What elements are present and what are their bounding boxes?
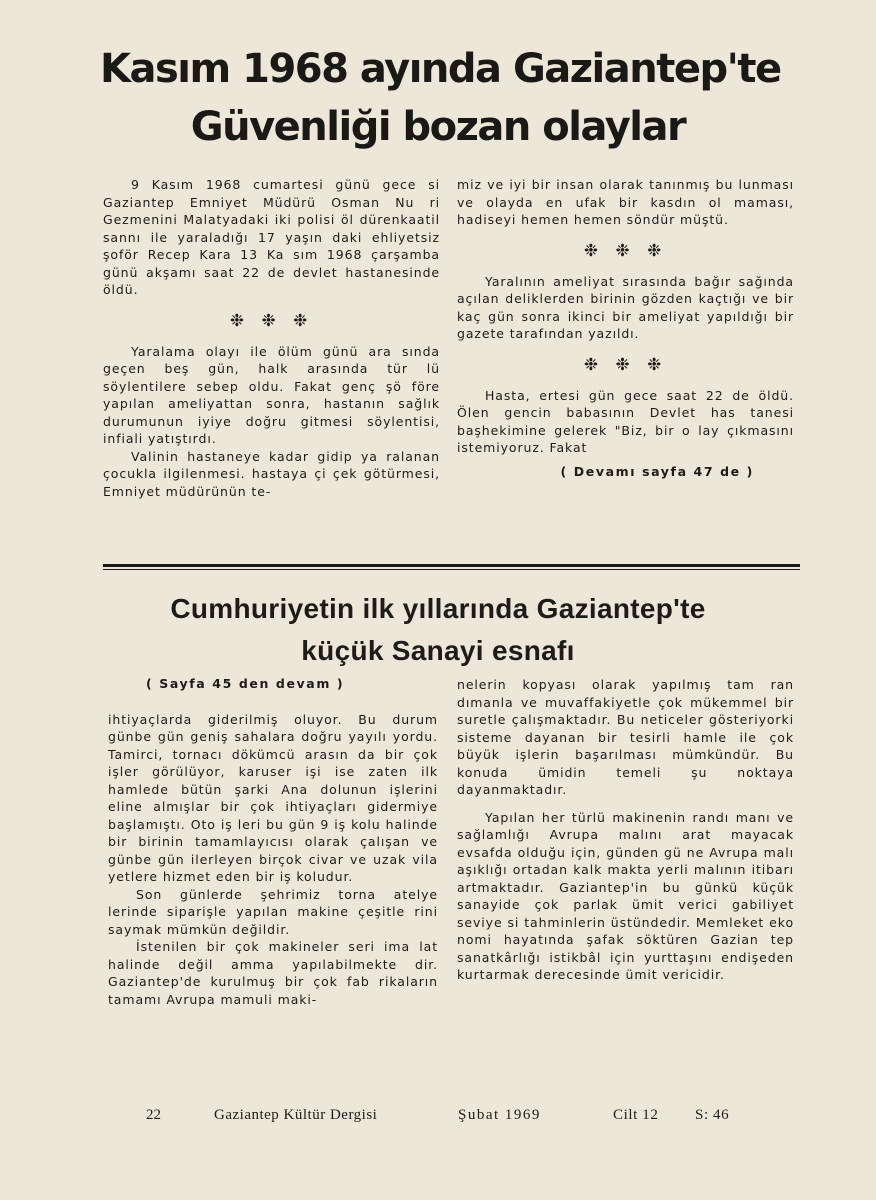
- article-2-title-line-1: Cumhuriyetin ilk yıllarında Gaziantep'te: [170, 593, 706, 624]
- article-1-paragraph: Valinin hastaneye kadar gidip ya ralanan çocukla ilgilenmesi. hastaya çi çek götürmesi, Emniyet müdürünün te-: [103, 448, 440, 499]
- article-1-paragraph: Yaralama olayı ile ölüm günü ara sında geçen beş gün, halk arasında tür lü söylentilere sebep oldu. Fakat genç şö före yapılan ameliyattan sonra, hastanın sağlık durumunun iyiye doğru gitmesi söylentisi, infiali yatıştırdı.: [103, 343, 440, 446]
- divider-thick-rule: [103, 564, 800, 567]
- article-2-paragraph: ihtiyaçlarda giderilmiş oluyor. Bu durum günbe gün geniş sahalara doğru yayılı yordu. Tamirci, tornacı dökümcü arasın da bir çok işler görülüyor, karuser işi ise zaten ilk hamlede bütün şarki Ana dolunun işlerini eline almışlar bir çok ihtiyaçları gidermiye başlamıştı. Oto iş leri bu gün 9 iş kolu halinde bir birinin tamamlayıcısı olarak çalışan ve günbe gün ilerleyen birçok civar ve uzak vila yetlere hizmet eden bir iş koludur.: [108, 711, 438, 884]
- article-1-left-column: [103, 176, 440, 500]
- asterism-ornament: ❉ ❉ ❉: [229, 310, 314, 331]
- article-1-title: [100, 40, 781, 156]
- article-2-title-line-2: küçük Sanayi esnafı: [301, 635, 575, 666]
- volume-number: Cilt 12: [613, 1107, 659, 1123]
- issue-number: S: 46: [695, 1107, 730, 1123]
- divider-thin-rule: [103, 569, 800, 570]
- page-footer: [0, 1107, 876, 1127]
- article-2-paragraph: İstenilen bir çok makineler seri ima lat halinde değil amma yapılabilmekte dir. Gaziantep'de kurulmuş bir çok fab rikaların tamamı Avrupa mamuli maki-: [108, 939, 438, 1007]
- continued-from-note: ( Sayfa 45 den devam ): [146, 676, 345, 691]
- article-2-paragraph: Son günlerde şehrimiz torna atelye lerinde siparişle yapılan makine çeşitle rini saymak mümkün değildir.: [108, 886, 438, 937]
- page-number: 22: [146, 1107, 161, 1123]
- magazine-name: Gaziantep Kültür Dergisi: [214, 1107, 378, 1123]
- article-2-right-column: [457, 676, 794, 984]
- article-2-paragraph: Yapılan her türlü makinenin randı manı ve sağlamlığı Avrupa malını arat mayacak evsafda olduğu için, günden gü ne Avrupa malı aşıklığı ortadan kalk makta yerli malının itibarı artmaktadır. Gaziantep'in bu günkü küçük sanayide çok parlak ümit verici gabiliyet seviye si tahminlerin üstündedir. Memleket eko nomi hayatında şafak söktüren Gazian tep sanatkârlığı istikbâl için yurttaşını endişeden kurtarmak derecesinde ümit vericidir.: [457, 809, 794, 982]
- article-1-paragraph: Yaralının ameliyat sırasında bağır sağında açılan deliklerden birinin gözden kaçtığı ve bir kaç gün sonra ikinci bir ameliyat yapıldığı bir gazete tarafından yazıldı.: [457, 273, 794, 341]
- article-1-paragraph: Hasta, ertesi gün gece saat 22 de öldü. Ölen gencin babasının Devlet has tanesi başhekimine gelerek "Biz, bir o lay çıkmasını istemiyoruz. Fakat: [457, 387, 794, 455]
- article-2-left-column: [108, 675, 438, 1008]
- asterism-ornament: ❉ ❉ ❉: [583, 240, 668, 261]
- asterism-ornament: ❉ ❉ ❉: [583, 354, 668, 375]
- article-1-paragraph: 9 Kasım 1968 cumartesi günü gece si Gaziantep Emniyet Müdürü Osman Nu ri Gezmenini Malatyadaki iki polisi öl dürenkaatil sannı ile yaraladığı 17 yaşın daki ehliyetsiz şoför Recep Kara 13 Ka sım 1968 çarşamba günü akşamı saat 22 de devlet hastanesinde öldü.: [103, 177, 440, 297]
- article-1-paragraph: miz ve iyi bir insan olarak tanınmış bu lunması ve olayda en ufak bir kasdın ol maması, hadiseyi hemen hemen söndür müştü.: [457, 177, 794, 227]
- article-1-right-column: [457, 176, 794, 480]
- issue-date: Şubat 1969: [458, 1107, 541, 1123]
- article-1-title-line-2: Güvenliği bozan olaylar: [190, 104, 686, 150]
- section-divider: [103, 564, 800, 570]
- article-2-title: [100, 588, 776, 672]
- continued-note: ( Devamı sayfa 47 de ): [560, 463, 754, 479]
- article-1-title-line-1: Kasım 1968 ayında Gaziantep'te: [100, 46, 781, 92]
- article-2-paragraph: nelerin kopyası olarak yapılmış tam ran dımanla ve muvaffakiyetle çok mükemmel bir suretle çalışmaktadır. Bu neticeler gösteriyorki sisteme dayanan bir tesirli hamle ile çok büyük işlerin başarılması mümkündür. Bu konuda ümidin temeli şu noktaya dayanmaktadır.: [457, 677, 794, 797]
